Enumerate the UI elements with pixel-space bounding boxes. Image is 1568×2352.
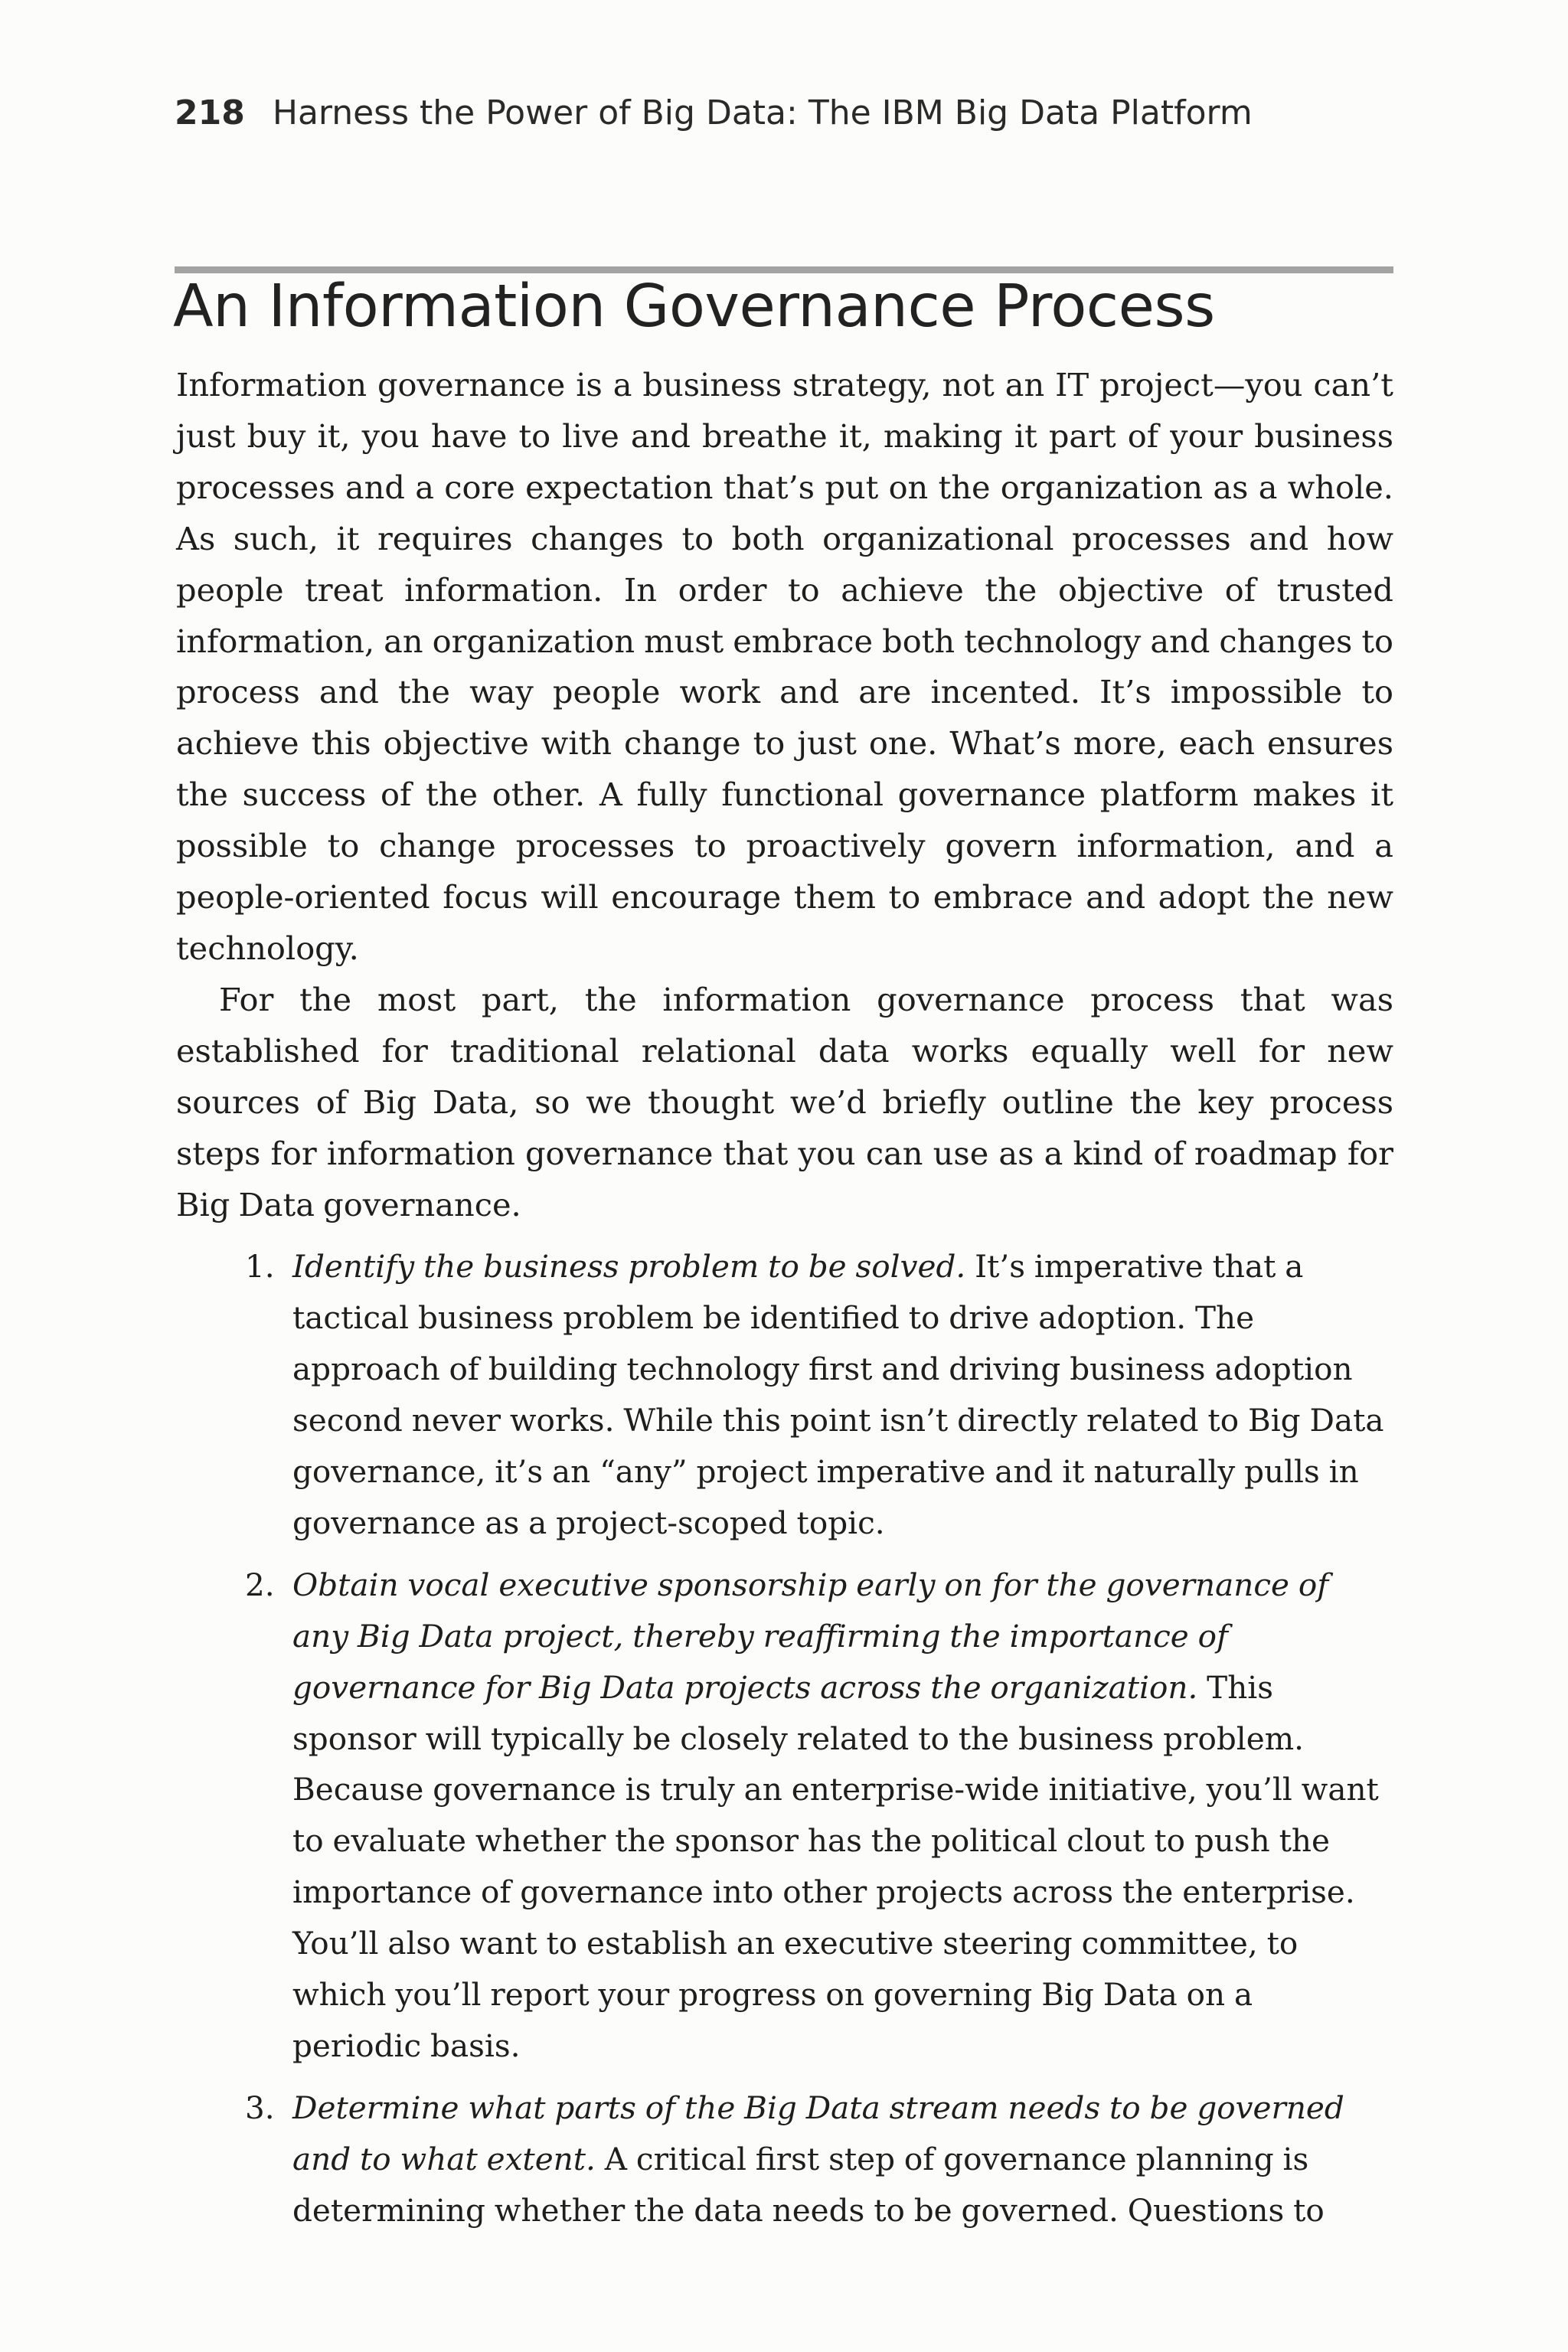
page-number: 218	[175, 93, 245, 132]
step-number: 3.	[245, 2089, 275, 2126]
step-text: It’s imperative that a tactical business problem be identified to drive adoption. The approach of building technology first and driving business adoption second never works. While this point isn’t directly related to Big Data governance, it’s an “any” project imperative and it naturally pulls in governance as a project-scoped topic.	[292, 1248, 1384, 1541]
step-lead: Determine what parts of the Big Data stream needs to be governed and to what extent.	[292, 2089, 1344, 2177]
step-number: 2.	[245, 1566, 275, 1603]
running-title: Harness the Power of Big Data: The IBM Big Data Platform	[272, 93, 1253, 132]
list-item-step-1	[176, 1241, 1393, 1548]
running-header	[175, 93, 1253, 132]
step-text: This sponsor will typically be closely related to the business problem. Because governance is truly an enterprise-wide initiative, you’ll want to evaluate whether the sponsor has the political clout to push the importance of governance into other projects across the enterprise. You’ll also want to establish an executive steering committee, to which you’ll report your progress on governing Big Data on a periodic basis.	[292, 1668, 1379, 2064]
process-steps-list	[176, 1241, 1393, 2236]
step-lead: Identify the business problem to be solved.	[292, 1248, 966, 1285]
list-item-step-3	[176, 2082, 1393, 2236]
step-text: A critical first step of governance planning is determining whether the data needs to be governed. Questions to	[292, 2140, 1325, 2229]
paragraph-2: For the most part, the information governance process that was established for traditional relational data works equally well for new sources of Big Data, so we thought we’d briefly outline the key process steps for information governance that you can use as a kind of roadmap for Big Data governance.	[176, 980, 1393, 1223]
paragraph-1: Information governance is a business strategy, not an IT project—you can’t just buy it, you have to live and breathe it, making it part of your business processes and a core expectation that’s put on the organization as a whole. As such, it requires changes to both organizational processes and how people treat information. In order to achieve the objective of trusted information, an organization must embrace both technology and changes to process and the way people work and are incented. It’s impossible to achieve this objective with change to just one. What’s more, each ensures the success of the other. A fully functional governance platform makes it possible to change processes to proactively govern information, and a people-oriented focus will encourage them to embrace and adopt the new technology.	[176, 366, 1393, 967]
section-title: An Information Governance Process	[173, 273, 1215, 341]
body-text	[176, 360, 1393, 2247]
step-lead: Obtain vocal executive sponsorship early on for the governance of any Big Data project, thereby reaffirming the importance of governance for Big Data projects across the organization.	[292, 1566, 1329, 1706]
list-item-step-2	[176, 1560, 1393, 2072]
step-number: 1.	[245, 1248, 275, 1285]
